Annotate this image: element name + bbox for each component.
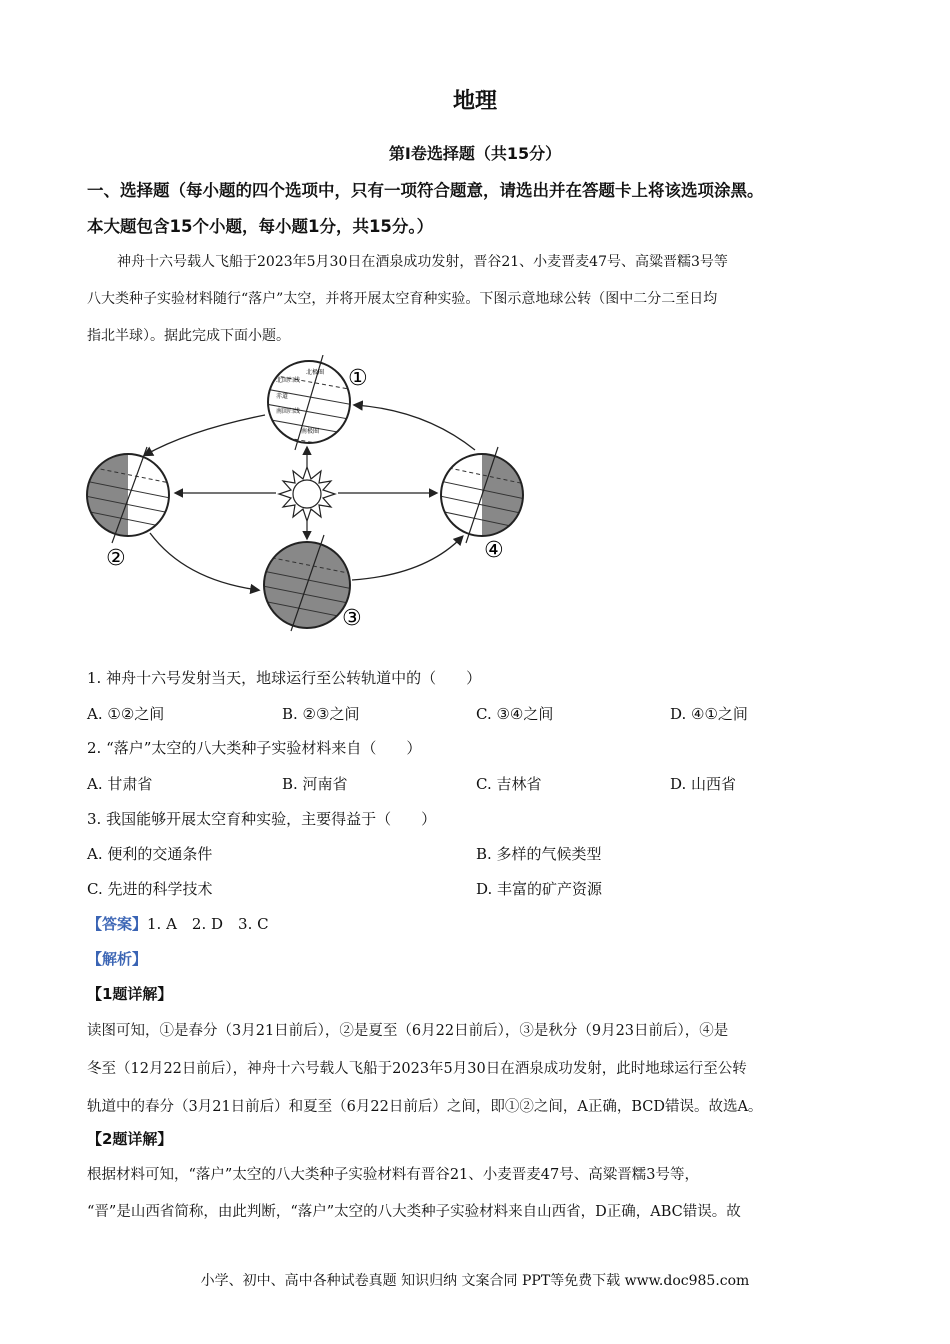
earth-revolution-diagram <box>80 355 540 645</box>
q1-option-c: C. ③④之间 <box>476 705 554 723</box>
question-1-stem: 1. 神舟十六号发射当天，地球运行至公转轨道中的（ ） <box>87 669 482 687</box>
analysis-tag: 【解析】 <box>87 950 148 968</box>
orbit-arrow-2-3 <box>150 533 258 590</box>
globe-line-label: 北极圈 <box>306 369 325 376</box>
sun-icon <box>279 467 335 521</box>
position-label-4: ④ <box>484 538 504 563</box>
passage-line-3: 指北半球）。据此完成下面小题。 <box>87 328 290 344</box>
detail-1-line-2: 冬至（12月22日前后），神舟十六号载人飞船于2023年5月30日在酒泉成功发射，此时地球运行至公转 <box>87 1061 747 1077</box>
instruction-line-1: 一、选择题（每小题的四个选项中，只有一项符合题意，请选出并在答题卡上将该选项涂黑。 <box>87 181 764 200</box>
globe-line-label: 北回归线 <box>276 377 301 384</box>
q3-option-a: A. 便利的交通条件 <box>87 845 213 863</box>
instruction-line-2: 本大题包含15个小题，每小题1分，共15分。） <box>87 217 434 236</box>
page-title: 地理 <box>452 89 497 114</box>
globe-4 <box>435 447 530 543</box>
detail-1-line-3: 轨道中的春分（3月21日前后）和夏至（6月22日前后）之间，即①②之间，A正确，BCD错误。故选A。 <box>87 1099 763 1115</box>
q1-option-b: B. ②③之间 <box>282 705 360 723</box>
detail-2-line-2: “晋”是山西省简称，由此判断，“落户”太空的八大类种子实验材料来自山西省，D正确，ABC错误。故 <box>87 1204 741 1220</box>
page-footer: 小学、初中、高中各种试卷真题 知识归纳 文案合同 PPT等免费下载 www.doc985.com <box>200 1273 750 1289</box>
position-label-1: ① <box>348 366 368 391</box>
q1-option-d: D. ④①之间 <box>670 705 748 723</box>
globe-line-label: 南极圈 <box>301 428 320 435</box>
question-3-stem: 3. 我国能够开展太空育种实验，主要得益于（ ） <box>87 810 437 828</box>
q2-option-b: B. 河南省 <box>282 775 348 793</box>
q1-option-a: A. ①②之间 <box>87 705 165 723</box>
q2-option-a: A. 甘肃省 <box>87 775 153 793</box>
q3-option-b: B. 多样的气候类型 <box>476 845 602 863</box>
q3-option-d: D. 丰富的矿产资源 <box>476 880 603 898</box>
answer-line <box>87 913 269 934</box>
orbit-arrow-1-2 <box>145 415 265 455</box>
answer-tag: 【答案】 <box>87 915 148 933</box>
detail-1-tag: 【1题详解】 <box>87 985 173 1003</box>
passage-line-1: 神舟十六号载人飞船于2023年5月30日在酒泉成功发射，晋谷21、小麦晋麦47号、高粱晋糯3号等 <box>117 254 728 270</box>
answer-text: 1. A 2. D 3. C <box>147 915 269 933</box>
orbit-arrow-4-1 <box>355 405 475 450</box>
orbit-arrow-3-4 <box>352 537 462 580</box>
detail-2-line-1: 根据材料可知，“落户”太空的八大类种子实验材料有晋谷21、小麦晋麦47号、高粱晋糯3号等， <box>87 1167 699 1183</box>
q2-option-c: C. 吉林省 <box>476 775 542 793</box>
detail-1-line-1: 读图可知，①是春分（3月21日前后），②是夏至（6月22日前后），③是秋分（9月23日前后），④是 <box>87 1023 729 1039</box>
position-label-2: ② <box>106 546 126 571</box>
position-label-3: ③ <box>342 606 362 631</box>
globe-line-label: 赤道 <box>276 393 289 400</box>
passage-line-2: 八大类种子实验材料随行“落户”太空，并将开展太空育种实验。下图示意地球公转（图中二分二至日均 <box>87 291 718 307</box>
detail-2-tag: 【2题详解】 <box>87 1130 173 1148</box>
question-2-stem: 2. “落户”太空的八大类种子实验材料来自（ ） <box>87 739 422 757</box>
section-title: 第Ⅰ卷选择题（共15分） <box>388 144 562 163</box>
q2-option-d: D. 山西省 <box>670 775 737 793</box>
globe-line-label: 南回归线 <box>276 408 301 415</box>
globe-1 <box>260 355 360 451</box>
globe-2 <box>80 447 180 543</box>
q3-option-c: C. 先进的科学技术 <box>87 880 213 898</box>
